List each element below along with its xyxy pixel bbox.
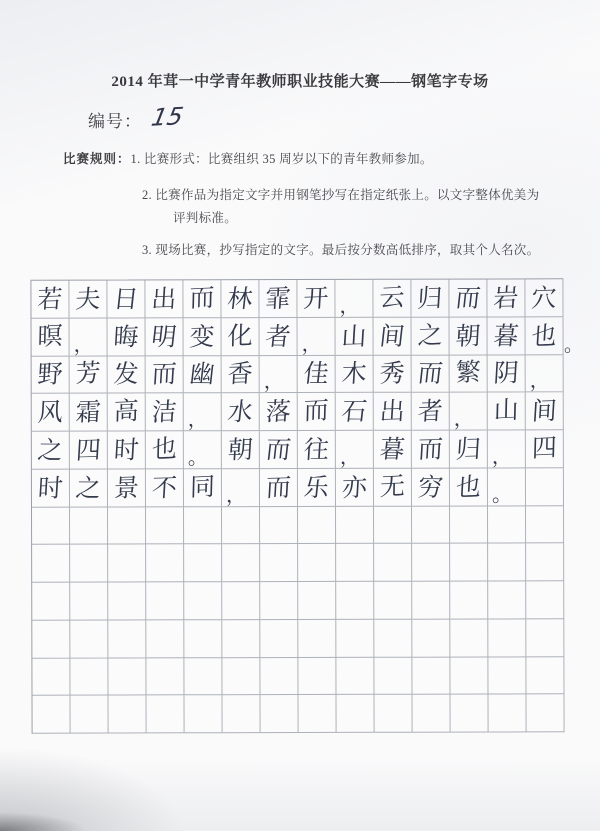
grid-cell — [374, 657, 412, 695]
grid-cell — [526, 393, 564, 431]
grid-cell — [412, 506, 450, 544]
handwritten-character: 风 — [36, 397, 64, 428]
handwritten-character: ， — [491, 444, 512, 469]
handwritten-character: 落 — [264, 396, 292, 427]
grid-cell — [184, 431, 222, 469]
handwritten-character: 。 — [491, 481, 513, 506]
handwritten-character: 乐 — [302, 472, 331, 502]
grid-cell — [298, 469, 336, 507]
handwritten-character: 暮 — [378, 434, 407, 464]
handwritten-character: ， — [225, 482, 247, 507]
grid-cell — [146, 431, 184, 469]
grid-cell — [374, 355, 412, 393]
handwritten-character: 而 — [303, 395, 330, 426]
grid-cell — [108, 318, 146, 356]
grid-cell — [450, 619, 488, 657]
grid-cell — [108, 620, 146, 658]
handwritten-character: ， — [301, 331, 322, 356]
handwritten-character: 木 — [340, 358, 368, 389]
grid-cell — [146, 545, 184, 583]
handwritten-character: 穷 — [416, 472, 445, 502]
grid-cell — [526, 317, 564, 355]
handwritten-character: 亦 — [341, 472, 368, 502]
handwritten-character: ， — [73, 332, 94, 357]
grid-cell — [336, 355, 374, 393]
grid-cell — [374, 695, 412, 733]
entry-number-label: 编号： — [88, 112, 142, 131]
grid-cell — [411, 280, 449, 318]
handwritten-character: 间 — [530, 396, 558, 426]
grid-cell — [298, 620, 336, 658]
handwritten-character: 晦 — [112, 321, 140, 352]
grid-cell — [222, 431, 260, 469]
handwritten-character: 而 — [150, 359, 178, 390]
grid-cell — [260, 544, 298, 582]
handwritten-character: 山 — [493, 395, 520, 426]
grid-cell — [298, 431, 336, 469]
handwritten-entry-number: 15 — [149, 102, 186, 132]
handwritten-character: 明 — [149, 321, 179, 352]
grid-cell — [222, 393, 260, 431]
grid-cell — [374, 431, 412, 469]
handwritten-character: 四 — [74, 435, 102, 465]
overflow-period-mark: 。 — [564, 334, 584, 356]
grid-cell — [184, 469, 222, 507]
grid-cell — [450, 468, 488, 506]
grid-cell — [298, 582, 336, 620]
grid-cell — [146, 696, 184, 734]
grid-cell — [488, 657, 526, 695]
grid-cell — [108, 507, 146, 545]
grid-cell — [336, 469, 374, 507]
grid-cell — [184, 658, 222, 696]
handwritten-character: 幽 — [188, 359, 217, 389]
grid-cell — [526, 657, 564, 695]
rule-item-3: 3. 现场比赛，抄写指定的文字。最后按分数高低排序，取其个人名次。 — [142, 243, 540, 257]
grid-cell — [336, 431, 374, 469]
grid-cell — [146, 507, 184, 545]
handwritten-character: 而 — [453, 283, 483, 313]
handwritten-character: 者 — [263, 321, 293, 351]
grid-cell — [260, 506, 298, 544]
grid-cell — [146, 394, 184, 432]
grid-cell — [488, 468, 526, 506]
grid-cell — [412, 657, 450, 695]
grid-cell — [183, 280, 221, 318]
handwritten-character: 若 — [36, 284, 64, 314]
grid-cell — [32, 394, 70, 432]
handwritten-character: 霜 — [74, 397, 102, 428]
grid-cell — [260, 318, 298, 356]
grid-cell — [412, 544, 450, 582]
grid-cell — [222, 695, 260, 733]
grid-cell — [108, 582, 146, 620]
handwritten-character: ， — [529, 368, 550, 393]
grid-cell — [32, 545, 70, 583]
entry-number-row — [88, 102, 186, 132]
handwritten-character: 而 — [416, 358, 445, 389]
grid-cell — [374, 393, 412, 431]
handwritten-character: 也 — [530, 320, 558, 351]
handwritten-character: ， — [339, 293, 360, 318]
handwritten-character: 而 — [416, 434, 444, 464]
handwritten-character: 发 — [112, 359, 140, 390]
grid-cell — [184, 356, 222, 394]
grid-cell — [70, 545, 108, 583]
grid-cell — [488, 393, 526, 431]
grid-cell — [260, 620, 298, 658]
grid-cell — [412, 393, 450, 431]
grid-cell — [336, 582, 374, 620]
grid-cell — [70, 507, 108, 545]
rules-label: 比赛规则： — [63, 152, 131, 166]
grid-cell — [108, 696, 146, 734]
handwritten-character: 而 — [264, 434, 293, 465]
grid-cell — [184, 507, 222, 545]
grid-cell — [450, 355, 488, 393]
grid-cell — [336, 318, 374, 356]
grid-cell — [450, 506, 488, 544]
rule-item-1 — [63, 149, 433, 167]
grid-cell — [260, 695, 298, 733]
grid-cell — [412, 619, 450, 657]
grid-cell — [336, 506, 374, 544]
handwritten-character: 也 — [151, 433, 178, 464]
grid-cell — [260, 393, 298, 431]
grid-cell — [260, 355, 298, 393]
grid-cell — [222, 318, 260, 356]
handwritten-character: 往 — [302, 434, 330, 465]
grid-cell — [32, 356, 70, 394]
handwritten-character: 朝 — [226, 434, 254, 465]
grid-cell — [488, 317, 526, 355]
grid-cell — [298, 657, 336, 695]
handwritten-character: 时 — [112, 434, 140, 465]
grid-cell — [297, 280, 335, 318]
handwritten-character: 。 — [187, 444, 208, 470]
grid-cell — [32, 583, 70, 621]
grid-cell — [145, 280, 183, 318]
handwritten-character: 者 — [416, 396, 444, 427]
grid-cell — [336, 657, 374, 695]
handwritten-character: 香 — [226, 359, 254, 389]
grid-cell — [32, 696, 70, 734]
handwritten-character: 归 — [454, 434, 482, 464]
handwritten-character: 出 — [150, 283, 178, 314]
grid-cell — [260, 582, 298, 620]
grid-cell — [70, 696, 108, 734]
grid-cell — [260, 431, 298, 469]
grid-cell — [146, 620, 184, 658]
handwritten-character: 间 — [377, 321, 407, 351]
grid-cell — [108, 545, 146, 583]
handwritten-character: 山 — [340, 321, 368, 351]
handwritten-character: 石 — [340, 396, 369, 427]
grid-cell — [525, 279, 563, 317]
handwritten-character: 繁 — [455, 357, 482, 388]
grid-cell — [374, 317, 412, 355]
grid-cell — [108, 431, 146, 469]
grid-cell — [108, 356, 146, 394]
grid-cell — [222, 582, 260, 620]
handwritten-character: 暮 — [491, 320, 521, 351]
handwritten-character: 也 — [455, 471, 482, 502]
grid-cell — [32, 318, 70, 356]
handwritten-character: 不 — [151, 472, 178, 503]
handwritten-character: 出 — [378, 396, 406, 427]
grid-cell — [526, 468, 564, 506]
grid-cell — [184, 544, 222, 582]
grid-cell — [488, 619, 526, 657]
handwritten-character: 无 — [379, 470, 406, 501]
grid-cell — [374, 619, 412, 657]
grid-cell — [526, 695, 564, 733]
grid-cell — [146, 658, 184, 696]
grid-cell — [70, 394, 108, 432]
grid-cell — [488, 430, 526, 468]
grid-cell — [298, 506, 336, 544]
grid-cell — [222, 507, 260, 545]
handwritten-character: 归 — [416, 283, 444, 313]
grid-cell — [32, 432, 70, 470]
grid-cell — [146, 318, 184, 356]
handwritten-character: 霏 — [264, 283, 292, 314]
grid-cell — [32, 658, 70, 696]
grid-cell — [69, 280, 107, 318]
handwritten-character: 水 — [226, 397, 255, 427]
grid-cell — [70, 469, 108, 507]
grid-cell — [70, 356, 108, 394]
grid-cell — [222, 544, 260, 582]
handwritten-character: 穴 — [530, 282, 558, 313]
grid-cell — [336, 620, 374, 658]
handwritten-character: 夫 — [74, 284, 102, 314]
grid-cell — [146, 469, 184, 507]
grid-cell — [488, 581, 526, 619]
grid-cell — [222, 658, 260, 696]
grid-cell — [108, 394, 146, 432]
grid-cell — [32, 507, 70, 545]
handwritten-character: 佳 — [302, 359, 331, 389]
grid-cell — [450, 582, 488, 620]
grid-cell — [412, 695, 450, 733]
handwritten-character: 阴 — [492, 358, 520, 389]
grid-cell — [450, 317, 488, 355]
grid-cell — [450, 393, 488, 431]
photo-corner-shadow — [0, 805, 110, 831]
grid-cell — [488, 355, 526, 393]
grid-cell — [70, 318, 108, 356]
handwritten-character: 四 — [531, 432, 558, 463]
grid-cell — [374, 544, 412, 582]
grid-cell — [449, 280, 487, 318]
page-title: 2014 年茸一中学青年教师职业技能大赛——钢笔字专场 — [111, 74, 489, 90]
grid-cell — [526, 430, 564, 468]
handwritten-character: 而 — [189, 282, 215, 313]
grid-cell — [184, 620, 222, 658]
grid-cell — [412, 317, 450, 355]
handwritten-character: 景 — [113, 472, 140, 503]
grid-cell — [70, 431, 108, 469]
handwritten-character: 秀 — [378, 358, 406, 389]
handwritten-character: 芳 — [75, 358, 102, 389]
handwritten-character: ， — [263, 369, 284, 394]
handwritten-character: 时 — [37, 472, 64, 503]
rule-item-2-line-1: 2. 比赛作品为指定文字并用钢笔抄写在指定纸张上。以文字整体优美为 — [142, 188, 540, 202]
grid-cell — [31, 281, 69, 319]
grid-cell — [450, 695, 488, 733]
handwritten-character: 之 — [36, 435, 65, 465]
grid-cell — [336, 544, 374, 582]
grid-cell — [526, 619, 564, 657]
grid-cell — [526, 506, 564, 544]
grid-cell — [222, 356, 260, 394]
grid-cell — [374, 506, 412, 544]
grid-cell — [526, 355, 564, 393]
grid-cell — [488, 544, 526, 582]
grid-cell — [184, 318, 222, 356]
handwritten-character: 之 — [74, 473, 103, 503]
grid-cell — [526, 581, 564, 619]
grid-cell — [373, 280, 411, 318]
handwritten-character: 之 — [417, 319, 443, 350]
grid-cell — [184, 393, 222, 431]
grid-cell — [298, 544, 336, 582]
handwritten-character: 高 — [113, 396, 140, 427]
handwritten-character: 朝 — [454, 320, 482, 351]
handwritten-character: 开 — [302, 283, 330, 314]
handwritten-character: 日 — [111, 284, 141, 314]
grid-cell — [184, 695, 222, 733]
grid-cell — [222, 469, 260, 507]
handwritten-character: 野 — [36, 359, 64, 390]
grid-cell — [298, 393, 336, 431]
grid-cell — [70, 658, 108, 696]
handwritten-character: 变 — [188, 321, 216, 352]
grid-cell — [374, 582, 412, 620]
grid-cell — [32, 469, 70, 507]
handwriting-grid — [30, 278, 564, 733]
grid-cell — [526, 544, 564, 582]
grid-cell — [412, 355, 450, 393]
grid-cell — [487, 279, 525, 317]
grid-cell — [450, 657, 488, 695]
handwritten-character: ， — [187, 407, 208, 432]
grid-cell — [32, 620, 70, 658]
grid-cell — [260, 657, 298, 695]
grid-cell — [450, 544, 488, 582]
grid-cell — [336, 695, 374, 733]
grid-cell — [412, 468, 450, 506]
handwritten-character: ， — [339, 444, 360, 469]
grid-cell — [184, 582, 222, 620]
handwritten-character: 云 — [379, 282, 405, 313]
rule-item-2-line-2: 评判标准。 — [173, 211, 238, 225]
handwritten-character: 同 — [189, 471, 216, 502]
grid-cell — [260, 469, 298, 507]
grid-cell — [412, 431, 450, 469]
grid-cell — [488, 695, 526, 733]
grid-cell — [70, 620, 108, 658]
grid-cell — [488, 506, 526, 544]
grid-cell — [298, 695, 336, 733]
grid-cell — [412, 582, 450, 620]
grid-cell — [335, 280, 373, 318]
grid-cell — [298, 318, 336, 356]
handwritten-character: 洁 — [150, 397, 178, 427]
handwritten-character: 暝 — [37, 320, 63, 351]
handwritten-character: 化 — [227, 320, 253, 351]
handwritten-character: 岩 — [492, 282, 520, 313]
grid-cell — [374, 468, 412, 506]
grid-cell — [221, 280, 259, 318]
grid-cell — [259, 280, 297, 318]
grid-cell — [298, 355, 336, 393]
grid-cell — [146, 582, 184, 620]
rule-1-text: 1. 比赛形式：比赛组织 35 周岁以下的青年教师参加。 — [130, 152, 433, 166]
grid-cell — [108, 658, 146, 696]
grid-cell — [450, 431, 488, 469]
grid-cell — [70, 582, 108, 620]
handwritten-character: 而 — [265, 472, 292, 503]
handwritten-character: 林 — [225, 283, 255, 314]
handwritten-character: ， — [453, 406, 474, 431]
grid-cell — [108, 469, 146, 507]
grid-cell — [336, 393, 374, 431]
grid-cell — [222, 620, 260, 658]
grid-cell — [146, 356, 184, 394]
grid-cell — [107, 280, 145, 318]
